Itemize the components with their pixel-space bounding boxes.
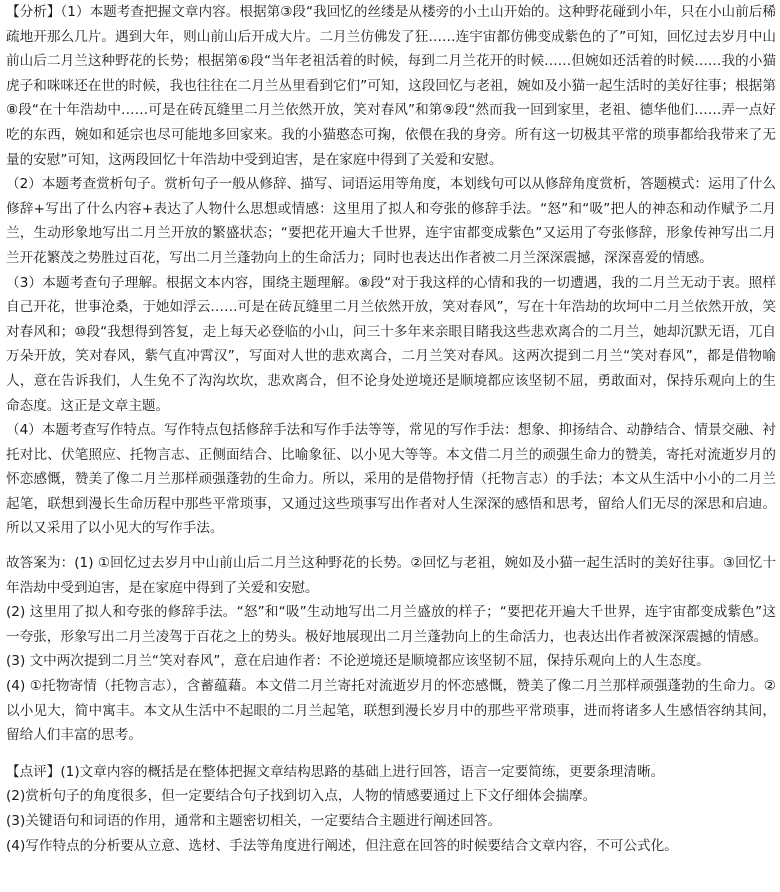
comment-item-3: (3)关键语句和词语的作用，通常和主题密切相关，一定要结合主题进行阐述回答。 [6,813,502,829]
answer-item-2: (2) 这里用了拟人和夸张的修辞手法。“怒”和“吸”生动地写出二月兰盛放的样子；“要把花开遍大千世界，连宇宙都变成紫色”这一夸张，形象写出二月兰凌驾于百花之上的势头。极好地展现出二月兰蓬勃向上的生命活力，也表达出作者被深深震撼的情感。 [6,604,776,645]
answer-item-1: 故答案为：(1) ①回忆过去岁月中山前山后二月兰这种野花的长势。②回忆与老祖，婉如及小猫一起生活时的美好往事。③回忆十年浩劫中受到迫害，是在家庭中得到了关爱和安慰。 [6,555,776,596]
answer-item-4: (4) ①托物寄情（托物言志），含蓄蕴藉。本文借二月兰寄托对流逝岁月的怀恋感慨，赞美了像二月兰那样顽强蓬勃的生命力。②以小见大，简中寓丰。本文从生活中不起眼的二月兰起笔，联想到漫长岁月中的那些平常琐事，进而将诸多人生感悟容纳其间，留给人们丰富的思考。 [6,678,776,744]
comment-item-4: (4)写作特点的分析要从立意、选材、手法等角度进行阐述，但注意在回答的时候要结合文章内容，不可公式化。 [6,837,678,854]
answer-item-3: (3) 文中两次提到二月兰“笑对春风”，意在启迪作者：不论逆境还是顺境都应该坚韧不屈，保持乐观向上的人生态度。 [6,653,710,670]
analysis-section [6,0,776,541]
comment-item-1: 【点评】(1)文章内容的概括是在整体把握文章结构思路的基础上进行回答，语言一定要简练，更要条理清晰。 [6,763,665,780]
comment-item-2: (2)赏析句子的角度很多，但一定要结合句子找到切入点，人物的情感要通过上下文仔细体会揣摩。 [6,788,597,805]
analysis-paragraph-2: （2）本题考查赏析句子。赏析句子一般从修辞、描写、词语运用等角度，本划线句可以从修辞角度赏析，答题模式：运用了什么修辞+写出了什么内容+表达了人物什么思想或情感：这里用了拟人和夸张的修辞手法。“怒”和“吸”把人的神态和动作赋予二月兰，生动形象地写出二月兰开放的繁盛状态；“要把花开遍大千世界，连宇宙都变成紫色”又运用了夸张修辞，形象传神写出二月兰开花繁茂之势胜过百花，写出二月兰蓬勃向上的生命活力；同时也表达出作者被二月兰深深震撼，深深喜爱的情感。 [6,176,776,266]
comment-section [6,760,776,858]
analysis-paragraph-1: 【分析】（1）本题考查把握文章内容。根据第③段“我回忆的丝缕是从楼旁的小土山开始的。这种野花碰到小年，只在小山前后稀疏地开那么几片。遇到大年，则山前山后开成大片。二月兰仿佛发了狂……连宇宙都仿佛变成紫色的了”可知，回忆过去岁月中山前山后二月兰这种野花的长势；根据第⑥段“当年老祖活着的时候，每到二月兰花开的时候……但婉如还活着的时候……我的小猫虎子和咪咪还在世的时候，我也往往在二月兰丛里看到它们”可知，这段回忆与老祖，婉如及小猫一起生活时的美好往事；根据第⑧段“在十年浩劫中……可是在砖瓦缝里二月兰依然开放，笑对春风”和第⑨段“然而我一回到家里，老祖、德华他们……弄一点好吃的东西，婉如和延宗也尽可能地多回家来。我的小猫憨态可掬，依偎在我的身旁。所有这一切极其平常的琐事都给我带来了无量的安慰”可知，这两段回忆十年浩劫中受到迫害，是在家庭中得到了关爱和安慰。 [6,4,776,168]
analysis-paragraph-4: （4）本题考查写作特点。写作特点包括修辞手法和写作手法等等，常见的写作手法：想象、抑扬结合、动静结合、情景交融、衬托对比、伏笔照应、托物言志、正侧面结合、比喻象征、以小见大等等。本文借二月兰的顽强生命力的赞美，寄托对流逝岁月的怀恋感慨，赞美了像二月兰那样顽强蓬勃的生命力。所以，采用的是借物抒情（托物言志）的手法；本文从生活中小小的二月兰起笔，联想到漫长生命历程中那些平常琐事，又通过这些琐事写出作者对人生深深的感悟和思考，留给人们无尽的深思和启迪。所以又采用了以小见大的写作手法。 [6,422,776,537]
analysis-paragraph-3: （3）本题考查句子理解。根据文本内容，围绕主题理解。⑧段“对于我这样的心情和我的一切遭遇，我的二月兰无动于衷。照样自己开花，世事沧桑，于她如浮云……可是在砖瓦缝里二月兰依然开放，笑对春风”，写在十年浩劫的坎坷中二月兰依然开放，笑对春风和；⑩段“我想得到答复，走上每天必登临的小山，问三十多年来亲眼目睹我这些悲欢离合的二月兰，她却沉默无语，兀自万朵开放，笑对春风，紫气直冲霄汉”，写面对人世的悲欢离合，二月兰笑对春风。这两次提到二月兰“笑对春风”，都是借物喻人，意在告诉我们，人生免不了沟沟坎坎，悲欢离合，但不论身处逆境还是顺境都应该坚韧不屈，勇敢面对，保持乐观向上的生命态度。这正是文章主题。 [6,274,776,414]
answer-section [6,551,776,748]
